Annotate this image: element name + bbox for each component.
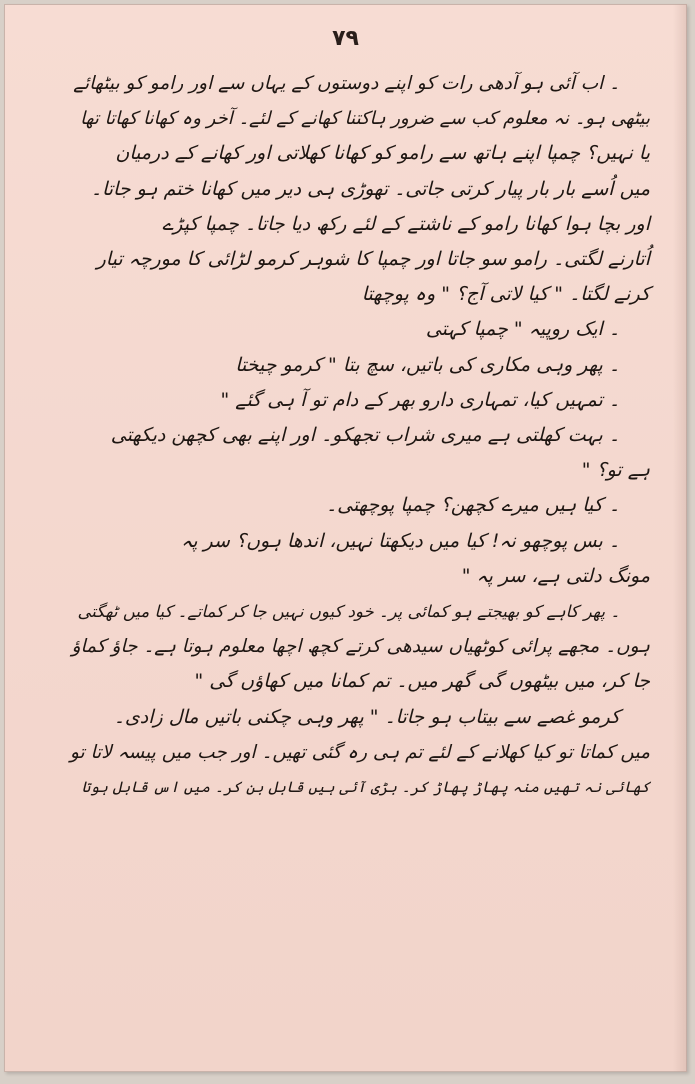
text-line: اُتارنے لگتی۔ رامو سو جاتا اور چمپا کا شوہر کرمو لڑائی کا مورچہ تیار bbox=[96, 248, 650, 271]
text-line: مونگ دلتی ہے، سر پہ " bbox=[461, 564, 650, 587]
page-number: ۷۹ bbox=[332, 26, 359, 51]
text-line: ۔ کیا ہیں میرے کچھن؟ چمپا پوچھتی۔ bbox=[326, 494, 620, 517]
text-line: میں اُسے بار بار پیار کرتی جاتی۔ تھوڑی ہی دیر میں کھانا ختم ہو جاتا۔ bbox=[90, 177, 650, 200]
text-line: کرنے لگتا۔ " کیا لاتی آج؟ " وہ پوچھتا bbox=[361, 283, 650, 306]
text-line: کھائی نہ تھیں منہ پھاڑ پھاڑ کر۔ بڑی آئی ہیں قابل بن کر۔ میں اس قابل ہوتا bbox=[81, 778, 650, 797]
body-text bbox=[70, 66, 650, 805]
text-line: ہے تو؟ " bbox=[581, 459, 650, 482]
book-page bbox=[4, 4, 687, 1072]
text-line: میں کماتا تو کیا کھلانے کے لئے تم ہی رہ گئی تھیں۔ اور جب میں پیسہ لاتا تو bbox=[69, 741, 650, 763]
text-line: ۔ تمہیں کیا، تمہاری دارو بھر کے دام تو آ ہی گئے " bbox=[220, 388, 620, 411]
text-line: بیٹھی ہو۔ نہ معلوم کب سے ضرور ہاکتنا کھانے کے لئے۔ آخر وہ کھانا کھاتا تھا bbox=[80, 108, 650, 130]
text-line: اور بچا ہوا کھانا رامو کے ناشتے کے لئے رکھ دیا جاتا۔ چمپا کپڑے bbox=[162, 212, 650, 235]
text-line: یا نہیں؟ چمپا اپنے ہاتھ سے رامو کو کھانا کھلاتی اور کھانے کے درمیان bbox=[115, 142, 650, 165]
text-line: جا کر، میں بیٹھوں گی گھر میں۔ تم کمانا میں کھاؤں گی " bbox=[194, 670, 650, 693]
text-line: ۔ بہت کھلتی ہے میری شراب تجھکو۔ اور اپنے بھی کچھن دیکھتی bbox=[110, 424, 620, 447]
text-line: ۔ بس پوچھو نہ! کیا میں دیکھتا نہیں، اندھا ہوں؟ سر پہ bbox=[181, 529, 620, 552]
text-line: ۔ اب آئی ہو آدھی رات کو اپنے دوستوں کے یہاں سے اور رامو کو بیٹھائے bbox=[73, 73, 620, 94]
text-line: ۔ ایک روپیہ " چمپا کہتی bbox=[425, 318, 620, 341]
text-line: کرمو غصے سے بیتاب ہو جاتا۔ " پھر وہی چکنی باتیں مال زادی۔ bbox=[113, 705, 620, 728]
text-line: ہوں۔ مجھے پرائی کوٹھیاں سیدھی کرتے کچھ اچھا معلوم ہوتا ہے۔ جاؤ کماؤ bbox=[71, 636, 650, 658]
text-line: ۔ پھر کاہے کو بھیجتے ہو کمائی پر۔ خود کیوں نہیں جا کر کماتے۔ کیا میں ٹھگتی bbox=[77, 602, 620, 622]
text-line: ۔ پھر وہی مکاری کی باتیں، سچ بتا " کرمو چیختا bbox=[235, 353, 620, 376]
